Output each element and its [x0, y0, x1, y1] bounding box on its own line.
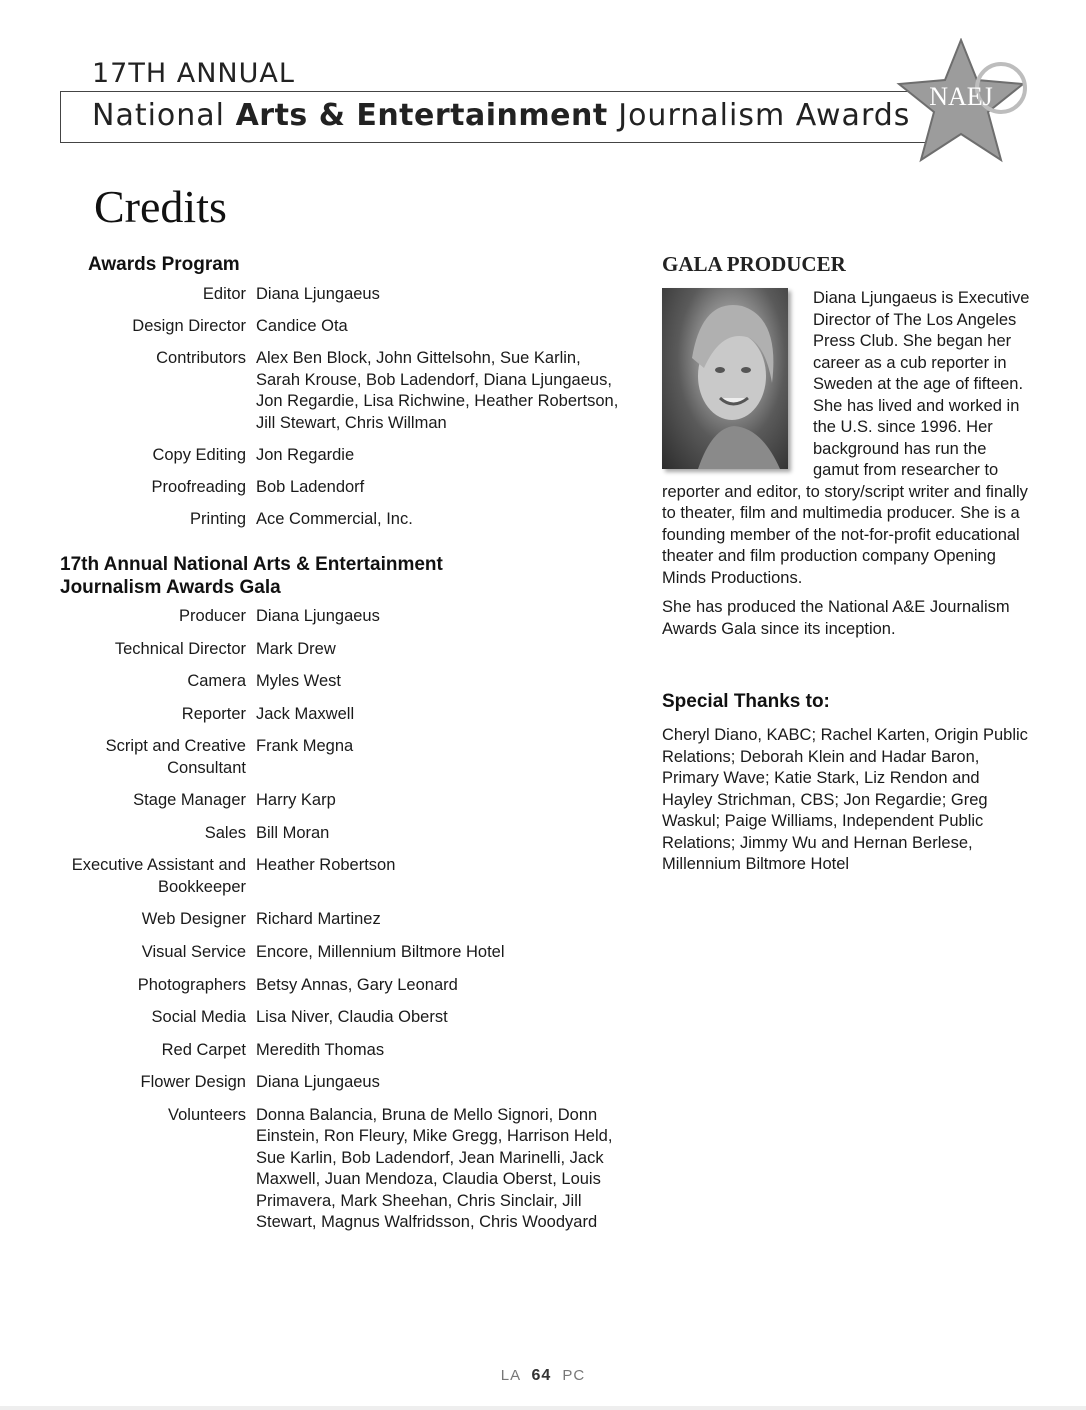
- credit-name: Bob Ladendorf: [256, 477, 365, 496]
- credit-name: Lisa Niver, Claudia Oberst: [256, 1008, 448, 1026]
- credit-row: [60, 316, 620, 338]
- credit-name: Diana Ljungaeus: [256, 1073, 380, 1091]
- credit-row: [60, 823, 620, 845]
- credit-row: [60, 704, 620, 726]
- credit-row: [60, 855, 620, 898]
- credit-role: Social Media: [151, 1008, 246, 1026]
- credit-row: [60, 1105, 620, 1234]
- credit-row: [60, 790, 620, 812]
- credit-row: [60, 445, 620, 467]
- credit-row: [60, 975, 620, 997]
- credit-name: Bill Moran: [256, 823, 330, 842]
- credit-role: Executive Assistant and Bookkeeper: [71, 856, 246, 896]
- gala-credits-list: [60, 606, 620, 1245]
- credit-row: [60, 477, 620, 499]
- credit-row: [60, 1040, 620, 1062]
- credit-role: Sales: [204, 823, 246, 842]
- credit-name: Jack Maxwell: [256, 704, 355, 723]
- credit-role: Web Designer: [141, 910, 246, 928]
- page-title: Credits: [94, 181, 227, 232]
- gala-producer-heading: GALA PRODUCER: [662, 252, 846, 276]
- credit-name: Mark Drew: [256, 639, 336, 658]
- credit-name: Richard Martinez: [256, 910, 381, 928]
- credit-row: [60, 348, 620, 434]
- credit-name: Donna Balancia, Bruna de Mello Signori, Donn Einstein, Ron Fleury, Mike Gregg, Harrison Held, Sue Karlin, Bob Ladendorf, Jean Marinelli, Jack Maxwell, Juan Mendoza, Claudia Oberst, Louis Primavera, Mark Sheehan, Chris Sinclair, Jill Stewart, Magnus Walfridsson, Chris Woodyard: [256, 1105, 613, 1231]
- credit-name: Heather Robertson: [256, 856, 396, 874]
- credit-name: Meredith Thomas: [256, 1040, 385, 1059]
- credit-row: [60, 639, 620, 661]
- credit-row: [60, 1072, 620, 1094]
- credit-role: Volunteers: [168, 1105, 246, 1124]
- page-footer: [0, 1367, 1086, 1385]
- credit-role: Contributors: [156, 349, 246, 367]
- gala-heading-line1: 17th Annual National Arts & Entertainment: [60, 554, 443, 575]
- special-thanks-heading: Special Thanks to:: [662, 691, 830, 712]
- credit-name: Ace Commercial, Inc.: [256, 509, 413, 528]
- credit-role: Red Carpet: [161, 1040, 246, 1059]
- credit-role: Reporter: [181, 704, 246, 723]
- credit-role: Stage Manager: [133, 791, 246, 809]
- credit-row: [60, 509, 620, 531]
- credit-role: Printing: [190, 509, 246, 528]
- credit-row: [60, 909, 620, 931]
- credit-role: Proofreading: [151, 477, 246, 496]
- credit-role: Photographers: [137, 975, 246, 994]
- credit-name: Myles West: [256, 672, 341, 690]
- credit-name: Diana Ljungaeus: [256, 607, 380, 625]
- credit-role: Editor: [202, 285, 246, 303]
- bio-paragraph-1: Diana Ljungaeus is Executive Director of The Los Angeles Press Club. She began her career as a cub reporter in Sweden at the age of fifteen. She has lived and worked in the U.S. since 1996. Her background has run the gamut from researcher to reporter and editor, to story/script writer and finally to theater, film and multimedia producer. She is a founding member of the not-for-profit educational theater and film production company Opening Minds Productions.: [662, 289, 1030, 587]
- credit-role: Camera: [187, 672, 246, 690]
- credit-role: Script and Creative Consultant: [105, 737, 246, 777]
- footer-left: LA: [500, 1367, 521, 1384]
- naej-star-logo: [893, 38, 1029, 166]
- credit-row: [60, 736, 620, 779]
- awards-program-heading: Awards Program: [88, 254, 240, 275]
- logo-text: NAEJ: [929, 82, 993, 111]
- gala-producer-bio: [662, 288, 1034, 648]
- credit-row: [60, 671, 620, 693]
- credit-name: Encore, Millennium Biltmore Hotel: [256, 943, 505, 961]
- bottom-rule: [0, 1406, 1086, 1410]
- credit-name: Candice Ota: [256, 317, 348, 335]
- header-edition: 17TH ANNUAL: [92, 58, 295, 89]
- credit-name: Betsy Annas, Gary Leonard: [256, 975, 458, 994]
- credit-role: Technical Director: [114, 639, 246, 658]
- header-title-bold: Arts & Entertainment: [235, 98, 608, 133]
- page-number: 64: [531, 1367, 552, 1384]
- special-thanks-text: Cheryl Diano, KABC; Rachel Karten, Origin Public Relations; Deborah Klein and Hadar Baron, Primary Wave; Katie Stark, Liz Rendon and Hayley Strichman, CBS; Jon Regardie; Greg Waskul; Paige Williams, Independent Public Relations; Jimmy Wu and Hernan Berlese, Millennium Biltmore Hotel: [662, 726, 1028, 873]
- awards-program-list: [60, 284, 620, 541]
- credit-name: Jon Regardie: [256, 445, 355, 464]
- footer-right: PC: [562, 1367, 586, 1384]
- credit-name: Frank Megna: [256, 737, 354, 755]
- producer-photo: [662, 288, 788, 469]
- credit-role: Visual Service: [141, 943, 246, 961]
- header-title-post: Journalism Awards: [618, 98, 911, 133]
- credit-role: Producer: [179, 607, 246, 625]
- credit-row: [60, 1007, 620, 1029]
- credit-role: Design Director: [132, 317, 246, 335]
- credit-role: Copy Editing: [152, 445, 246, 464]
- credit-name: Diana Ljungaeus: [256, 285, 380, 303]
- credit-row: [60, 606, 620, 628]
- credit-row: [60, 284, 620, 306]
- credit-row: [60, 942, 620, 964]
- credit-role: Flower Design: [140, 1073, 246, 1091]
- gala-heading: [60, 553, 443, 599]
- header-title: [92, 98, 910, 133]
- header-title-pre: National: [92, 98, 226, 133]
- gala-heading-line2: Journalism Awards Gala: [60, 577, 281, 598]
- credit-name: Harry Karp: [256, 791, 336, 809]
- credit-name: Alex Ben Block, John Gittelsohn, Sue Karlin, Sarah Krouse, Bob Ladendorf, Diana Ljungaeus, Jon Regardie, Lisa Richwine, Heather Robertson, Jill Stewart, Chris Willman: [256, 349, 619, 432]
- bio-paragraph-2: She has produced the National A&E Journalism Awards Gala since its inception.: [662, 598, 1010, 638]
